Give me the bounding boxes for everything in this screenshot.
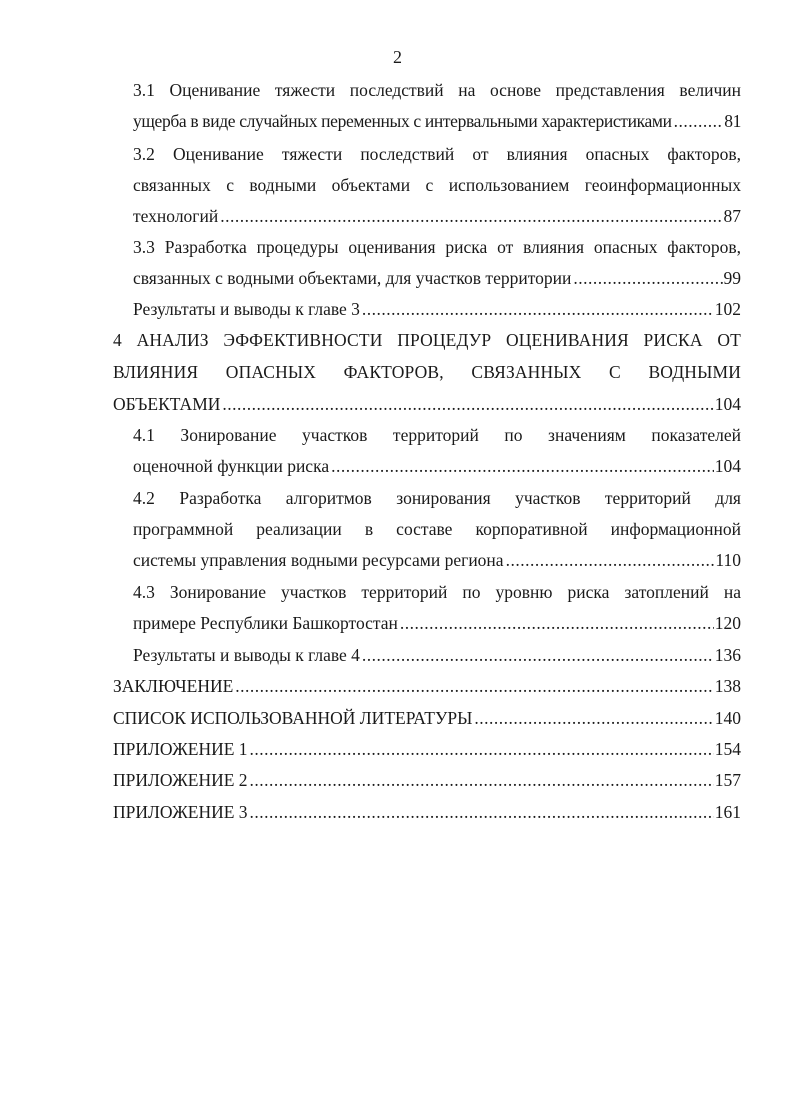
toc-4-3-line-2	[133, 611, 741, 635]
toc-leader-dots	[362, 643, 714, 667]
toc-3-2-line-3	[133, 204, 741, 228]
toc-3-2-line-2: связанных с водными объектами с использованием геоинформационных	[133, 175, 741, 195]
toc-appendix-3-page: 161	[714, 802, 741, 822]
toc-chapter-4-page: 104	[714, 394, 741, 414]
toc-chapter-4-line-2: ВЛИЯНИЯ ОПАСНЫХ ФАКТОРОВ, СВЯЗАННЫХ С ВОДНЫМИ	[113, 362, 741, 382]
toc-4-2-line-1: 4.2 Разработка алгоритмов зонирования участков территорий для	[133, 488, 741, 508]
toc-3-1-line-1: 3.1 Оценивание тяжести последствий на основе представления величин	[133, 80, 741, 100]
toc-3-1-line-2	[133, 109, 741, 133]
toc-leader-dots	[573, 266, 722, 290]
toc-leader-dots	[362, 297, 714, 321]
toc-results-3	[133, 297, 741, 321]
toc-leader-dots	[506, 548, 715, 572]
toc-appendix-1-title: ПРИЛОЖЕНИЕ 1	[113, 739, 248, 759]
toc-3-3-line-1: 3.3 Разработка процедуры оценивания риска от влияния опасных факторов,	[133, 237, 741, 257]
toc-leader-dots	[400, 611, 714, 635]
toc-appendix-1-page: 154	[714, 739, 741, 759]
toc-chapter-4-line-1: 4 АНАЛИЗ ЭФФЕКТИВНОСТИ ПРОЦЕДУР ОЦЕНИВАНИЯ РИСКА ОТ	[113, 330, 741, 350]
toc-leader-dots	[235, 674, 713, 698]
toc-bibliography	[113, 706, 741, 730]
toc-4-1-page: 104	[714, 456, 741, 476]
toc-leader-dots	[331, 454, 714, 478]
toc-chapter-4-line-3	[113, 392, 741, 416]
toc-leader-dots	[222, 392, 713, 416]
toc-4-2-line-3	[133, 548, 741, 572]
toc-results-4-page: 136	[714, 645, 741, 665]
toc-3-1-page: 81	[724, 111, 741, 131]
toc-appendix-2-page: 157	[714, 770, 741, 790]
toc-appendix-3	[113, 800, 741, 824]
toc-bibliography-title: СПИСОК ИСПОЛЬЗОВАННОЙ ЛИТЕРАТУРЫ	[113, 708, 473, 728]
toc-4-3-line-1: 4.3 Зонирование участков территорий по уровню риска затоплений на	[133, 582, 741, 602]
toc-conclusion	[113, 674, 741, 698]
toc-appendix-1	[113, 737, 741, 761]
toc-4-2-page: 110	[715, 550, 741, 570]
toc-appendix-3-title: ПРИЛОЖЕНИЕ 3	[113, 802, 248, 822]
toc-4-1-title: оценочной функции риска	[133, 456, 330, 476]
toc-conclusion-title: ЗАКЛЮЧЕНИЕ	[113, 676, 234, 696]
toc-bibliography-page: 140	[714, 708, 741, 728]
toc-4-3-title: примере Республики Башкортостан	[133, 613, 398, 633]
toc-3-2-page: 87	[723, 206, 741, 226]
toc-4-2-line-2: программной реализации в составе корпоративной информационной	[133, 519, 741, 539]
toc-results-4	[133, 643, 741, 667]
toc-4-1-line-2	[133, 454, 741, 478]
toc-4-3-page: 120	[714, 613, 741, 633]
toc-3-2-line-1: 3.2 Оценивание тяжести последствий от влияния опасных факторов,	[133, 144, 741, 164]
toc-4-2-title: системы управления водными ресурсами региона	[133, 550, 504, 570]
toc-results-3-page: 102	[714, 299, 741, 319]
toc-3-3-page: 99	[723, 268, 741, 288]
toc-leader-dots	[474, 706, 713, 730]
toc-3-2-title: технологий	[133, 206, 219, 226]
toc-results-4-title: Результаты и выводы к главе 4	[133, 645, 360, 665]
toc-leader-dots	[250, 800, 714, 824]
toc-chapter-4-title: ОБЪЕКТАМИ	[113, 394, 221, 414]
toc-3-3-title: связанных с водными объектами, для участков территории	[133, 268, 572, 288]
toc-conclusion-page: 138	[714, 676, 741, 696]
toc-leader-dots	[250, 768, 714, 792]
toc-3-1-title: ущерба в виде случайных переменных с интервальными характеристиками	[133, 111, 672, 131]
toc-leader-dots	[250, 737, 714, 761]
toc-leader-dots	[220, 204, 722, 228]
toc-3-3-line-2	[133, 266, 741, 290]
page-number: 2	[393, 47, 402, 67]
toc-4-1-line-1: 4.1 Зонирование участков территорий по значениям показателей	[133, 425, 741, 445]
toc-leader-dots	[674, 109, 724, 133]
toc-appendix-2-title: ПРИЛОЖЕНИЕ 2	[113, 770, 248, 790]
toc-results-3-title: Результаты и выводы к главе 3	[133, 299, 360, 319]
toc-appendix-2	[113, 768, 741, 792]
